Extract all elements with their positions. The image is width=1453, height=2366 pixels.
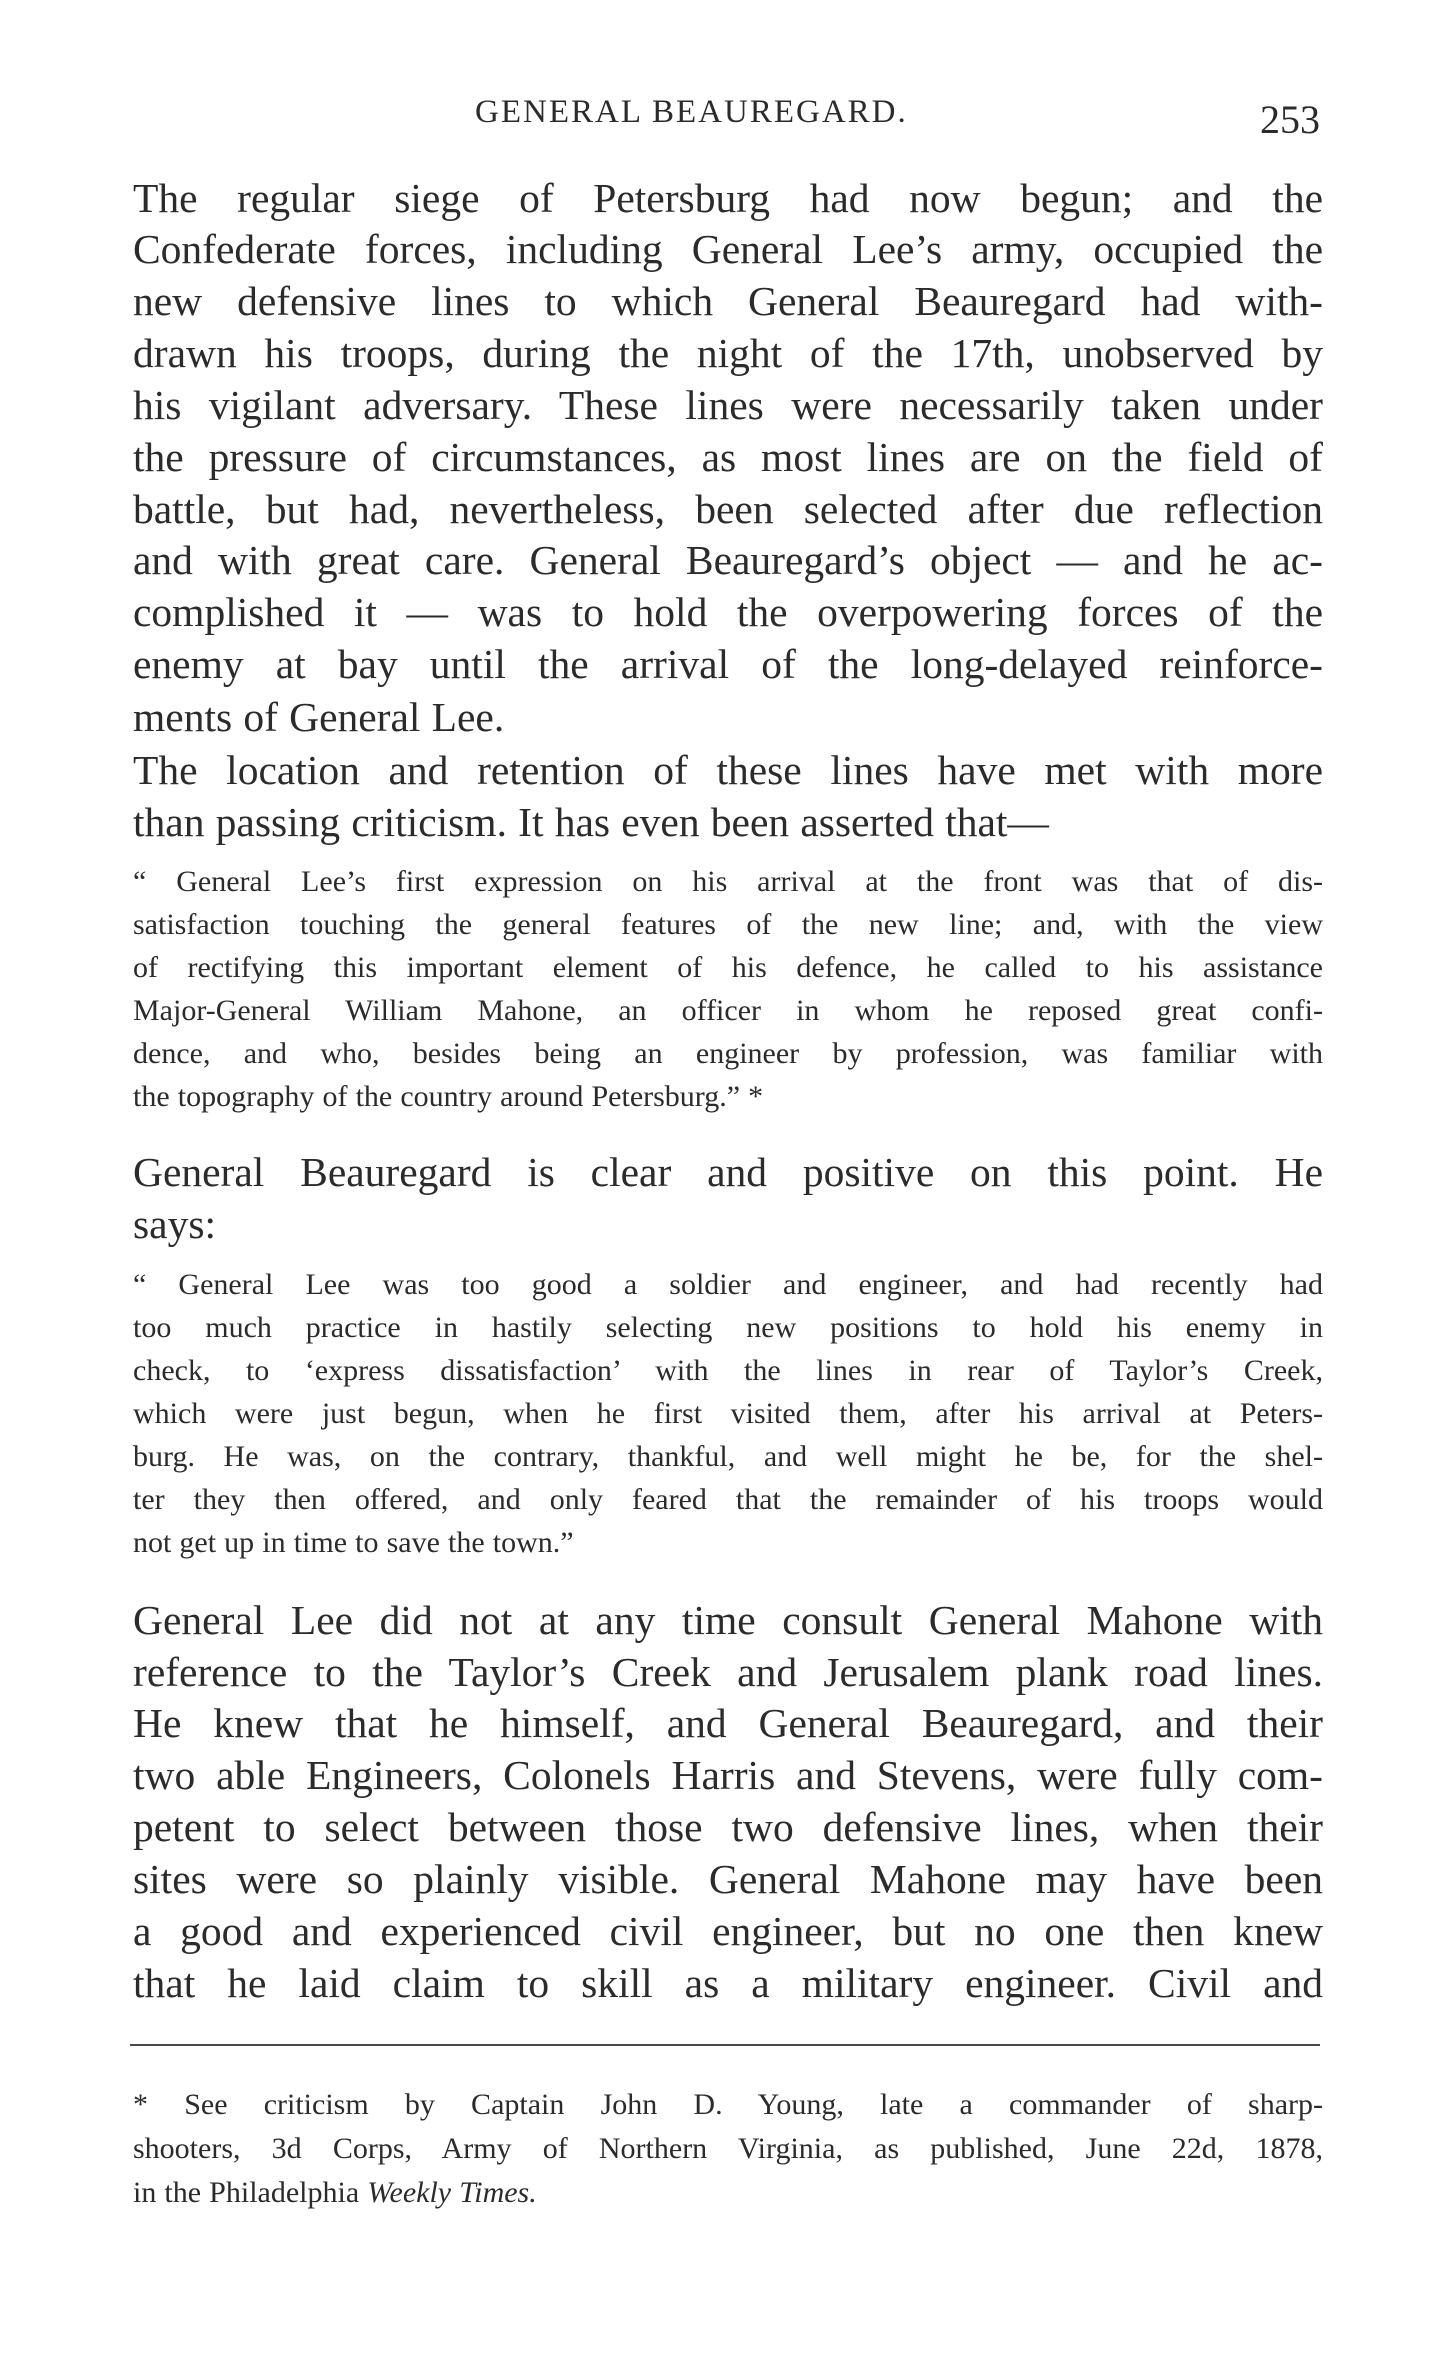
paragraph-1-line-4: drawn his troops, during the night of the 17th, unobserved by [133, 330, 1323, 376]
quote-1-line-1: “ General Lee’s first expression on his arrival at the front was that of dis- [133, 865, 1323, 898]
quote-2-line-7: not get up in time to save the town.” [133, 1526, 574, 1559]
footnote-line-3-italic: Weekly Times. [367, 2176, 537, 2209]
quote-2-line-4: which were just begun, when he first visited them, after his arrival at Peters- [133, 1397, 1323, 1430]
paragraph-1-line-11: ments of General Lee. [133, 694, 505, 740]
paragraph-3-line-1: General Beauregard is clear and positive on this point. He [133, 1149, 1323, 1195]
footnote-line-2: shooters, 3d Corps, Army of Northern Virginia, as published, June 22d, 1878, [133, 2132, 1323, 2165]
quote-2-line-6: ter they then offered, and only feared that the remainder of his troops would [133, 1483, 1323, 1516]
paragraph-1-line-1: The regular siege of Petersburg had now begun; and the [133, 175, 1323, 221]
paragraph-4-line-4: two able Engineers, Colonels Harris and Stevens, were fully com- [133, 1752, 1323, 1798]
quote-1-line-2: satisfaction touching the general features of the new line; and, with the view [133, 908, 1323, 941]
paragraph-3-line-2: says: [133, 1201, 216, 1247]
quote-2-line-2: too much practice in hastily selecting new positions to hold his enemy in [133, 1311, 1323, 1344]
page-number: 253 [1260, 97, 1320, 142]
quote-2-line-1: “ General Lee was too good a soldier and engineer, and had recently had [133, 1268, 1323, 1301]
paragraph-1-line-2: Confederate forces, including General Lee’s army, occupied the [133, 226, 1323, 272]
paragraph-4-line-3: He knew that he himself, and General Beauregard, and their [133, 1700, 1323, 1746]
paragraph-1-line-6: the pressure of circumstances, as most lines are on the field of [133, 434, 1323, 480]
footnote-line-1: * See criticism by Captain John D. Young, late a commander of sharp- [133, 2088, 1323, 2121]
paragraph-1-line-5: his vigilant adversary. These lines were necessarily taken under [133, 382, 1323, 428]
paragraph-4-line-7: a good and experienced civil engineer, but no one then knew [133, 1908, 1323, 1954]
paragraph-1-line-8: and with great care. General Beauregard’s object — and he ac- [133, 537, 1323, 583]
quote-1-line-5: dence, and who, besides being an engineer by profession, was familiar with [133, 1037, 1323, 1070]
footnote-rule [130, 2044, 1320, 2046]
footnote-line-3-prefix: in the Philadelphia [133, 2176, 368, 2209]
running-head: GENERAL BEAUREGARD. [475, 94, 908, 130]
paragraph-4-line-6: sites were so plainly visible. General Mahone may have been [133, 1856, 1323, 1902]
quote-2-line-5: burg. He was, on the contrary, thankful, and well might he be, for the shel- [133, 1440, 1323, 1473]
quote-1-line-6: the topography of the country around Petersburg.” * [133, 1080, 764, 1113]
paragraph-4-line-1: General Lee did not at any time consult General Mahone with [133, 1597, 1323, 1643]
footnote-line-3 [133, 2178, 1323, 2208]
paragraph-4-line-8: that he laid claim to skill as a military engineer. Civil and [133, 1960, 1323, 2006]
paragraph-4-line-2: reference to the Taylor’s Creek and Jerusalem plank road lines. [133, 1649, 1323, 1695]
paragraph-1-line-7: battle, but had, nevertheless, been selected after due reflection [133, 486, 1323, 532]
quote-1-line-3: of rectifying this important element of his defence, he called to his assistance [133, 951, 1323, 984]
quote-1-line-4: Major-General William Mahone, an officer in whom he reposed great confi- [133, 994, 1323, 1027]
paragraph-4-line-5: petent to select between those two defensive lines, when their [133, 1804, 1323, 1850]
paragraph-1-line-9: complished it — was to hold the overpowering forces of the [133, 589, 1323, 635]
paragraph-1-line-10: enemy at bay until the arrival of the long-delayed reinforce- [133, 641, 1323, 687]
paragraph-2-line-1: The location and retention of these lines have met with more [133, 747, 1323, 793]
quote-2-line-3: check, to ‘express dissatisfaction’ with the lines in rear of Taylor’s Creek, [133, 1354, 1323, 1387]
paragraph-2-line-2: than passing criticism. It has even been asserted that— [133, 799, 1049, 845]
paragraph-1-line-3: new defensive lines to which General Beauregard had with- [133, 278, 1323, 324]
page-header [130, 88, 1320, 144]
